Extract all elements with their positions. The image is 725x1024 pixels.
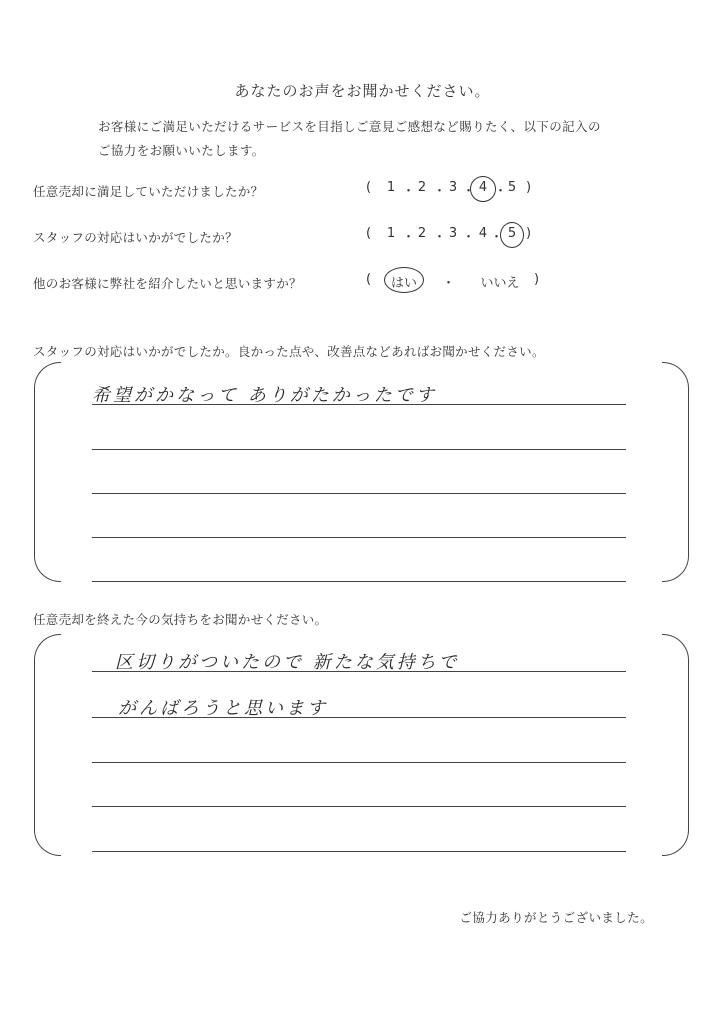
open-paren: (: [366, 272, 372, 287]
rating-option: 3: [448, 180, 458, 195]
closing-thanks: ご協力ありがとうございました。: [459, 910, 653, 925]
left-bracket: [34, 362, 61, 582]
feelings-label: 任意売却を終えた今の気持ちをお聞かせください。: [33, 612, 328, 627]
selection-circle: [500, 222, 524, 248]
answer-line: [92, 404, 626, 405]
selection-circle: [470, 176, 496, 202]
rating-option-selected: 4: [478, 180, 488, 195]
answer-line: [92, 493, 626, 494]
question-referral: 他のお客様に弊社を紹介したいと思いますか？: [33, 276, 302, 291]
staff-rating[interactable]: ( 1 ・ 2 ・ 3 ・ 4 ・ 5 ): [362, 226, 542, 246]
close-paren: ): [534, 272, 540, 287]
handwritten-answer: がんばろうと思います: [118, 698, 328, 719]
close-paren: ): [526, 180, 532, 195]
rating-option: 5: [507, 180, 517, 195]
answer-line: [92, 762, 626, 763]
form-title: あなたのお声をお聞かせください。: [234, 82, 491, 100]
answer-line: [92, 717, 626, 718]
open-paren: (: [366, 180, 372, 195]
rating-option-selected: 5: [507, 226, 517, 241]
answer-line: [92, 671, 626, 672]
rating-option: 2: [417, 180, 427, 195]
rating-option: 1: [386, 226, 396, 241]
close-paren: ): [526, 226, 532, 241]
rating-option: 1: [386, 180, 396, 195]
answer-line: [92, 449, 626, 450]
answer-line: [92, 806, 626, 807]
handwritten-answer: 希望がかなって ありがたかったです: [92, 385, 437, 406]
yes-option-selected: はい: [390, 276, 417, 291]
selection-circle: [384, 267, 424, 293]
rating-option: 4: [478, 226, 488, 241]
no-option: いいえ: [480, 276, 520, 291]
intro-line-2: ご協力をお願いいたします。: [98, 143, 265, 158]
choice-separator: ・: [442, 276, 456, 291]
satisfaction-rating[interactable]: ( 1 ・ 2 ・ 3 ・ 4 ・ 5 ): [362, 180, 542, 200]
open-paren: (: [366, 226, 372, 241]
intro-line-1: お客様にご満足いただけるサービスを目指しご意見ご感想など賜りたく、以下の記入の: [98, 119, 601, 134]
rating-option: 2: [417, 226, 427, 241]
question-satisfaction: 任意売却に満足していただけましたか？: [33, 184, 264, 199]
answer-line: [92, 851, 626, 852]
question-staff: スタッフの対応はいかがでしたか？: [33, 230, 238, 245]
rating-option: 3: [448, 226, 458, 241]
right-bracket: [662, 362, 689, 582]
answer-line: [92, 537, 626, 538]
left-bracket: [34, 634, 61, 856]
answer-line: [92, 581, 626, 582]
staff-feedback-label: スタッフの対応はいかがでしたか。良かった点や、改善点などあればお聞かせください。: [33, 344, 545, 359]
handwritten-answer: 区切りがついたので 新たな気持ちで: [115, 652, 460, 673]
referral-choice[interactable]: [362, 272, 552, 292]
right-bracket: [662, 634, 689, 856]
